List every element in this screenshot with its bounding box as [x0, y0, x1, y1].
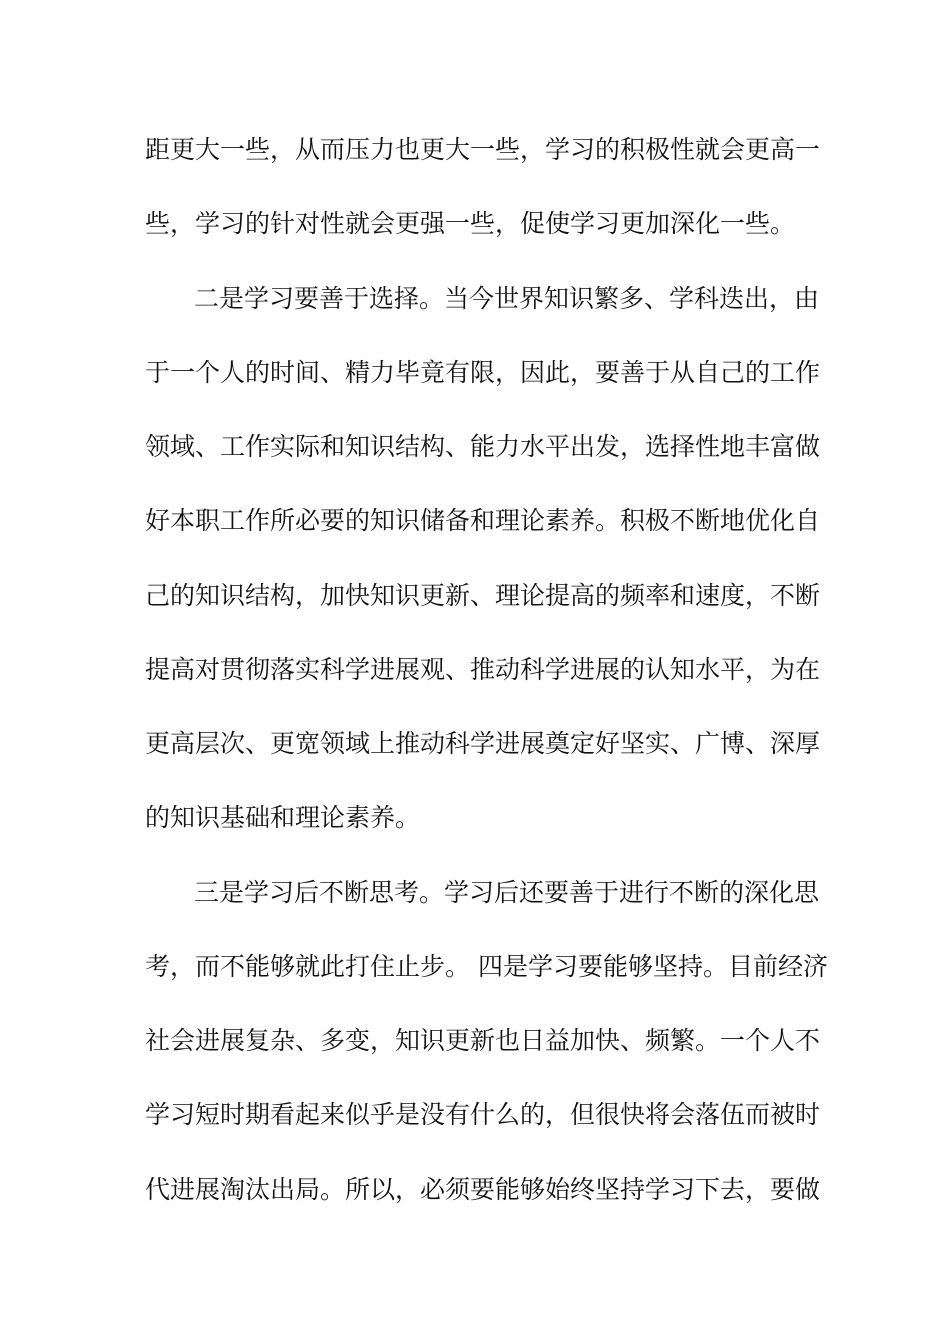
text-line: 于一个人的时间、精力毕竟有限，因此，要善于从自己的工作	[145, 358, 821, 387]
text-line: 己的知识结构，加快知识更新、理论提高的频率和速度，不断	[145, 581, 821, 610]
text-line: 距更大一些，从而压力也更大一些，学习的积极性就会更高一	[145, 135, 821, 164]
text-line: 学习短时期看起来似乎是没有什么的，但很快将会落伍而被时	[145, 1100, 821, 1129]
text-line: 考，而不能够就此打住止步。 四是学习要能够坚持。目前经济	[145, 952, 828, 981]
text-line: 提高对贯彻落实科学进展观、推动科学进展的认知水平，为在	[145, 655, 821, 684]
text-line: 更高层次、更宽领域上推动科学进展奠定好坚实、广博、深厚	[145, 729, 821, 758]
paragraph-first-line: 三是学习后不断思考。学习后还要善于进行不断的深化思	[194, 878, 820, 907]
paragraph-first-line: 二是学习要善于选择。当今世界知识繁多、学科迭出，由	[194, 284, 820, 313]
text-line: 领域、工作实际和知识结构、能力水平出发，选择性地丰富做	[145, 432, 821, 461]
text-line: 好本职工作所必要的知识储备和理论素养。积极不断地优化自	[145, 506, 821, 535]
text-line: 代进展淘汰出局。所以，必须要能够始终坚持学习下去，要做	[145, 1175, 821, 1204]
text-line: 些，学习的针对性就会更强一些，促使学习更加深化一些。	[145, 209, 796, 238]
text-line: 社会进展复杂、多变，知识更新也日益加快、频繁。一个人不	[145, 1026, 821, 1055]
text-line: 的知识基础和理论素养。	[145, 803, 421, 832]
